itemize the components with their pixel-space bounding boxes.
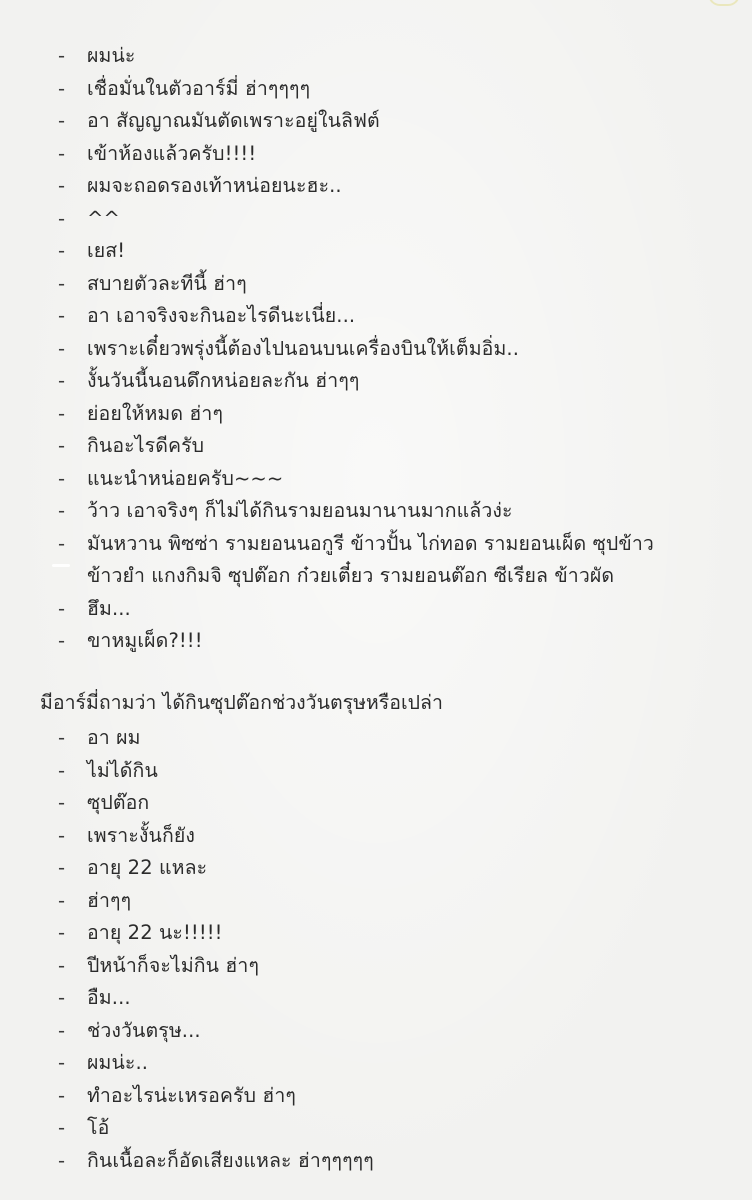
list-item (0, 593, 752, 626)
list-item-continuation (0, 560, 752, 593)
list-item-text: ^^ (87, 206, 120, 230)
list-item (0, 1015, 752, 1048)
list-item (0, 722, 752, 755)
bullet-dash: - (58, 921, 66, 944)
list-item (0, 852, 752, 885)
bullet-dash: - (58, 401, 66, 425)
list-item-text: โอ้ (87, 1116, 110, 1139)
list-item-text: งั้นวันนี้นอนดึกหน่อยละกัน ฮ่าๆๆ (87, 369, 360, 392)
list-item-text: อืม... (87, 986, 131, 1009)
list-item-text: เพราะงั้นก็ยัง (87, 823, 196, 847)
bullet-dash: - (58, 271, 66, 295)
list-item (0, 1047, 752, 1080)
bullet-dash: - (58, 1018, 66, 1042)
list-item-text: อา ผม (87, 726, 141, 749)
list-item (0, 917, 752, 950)
list-item-text: กินอะไรดีครับ (87, 434, 205, 457)
list-item (0, 982, 752, 1015)
list-item (0, 1112, 752, 1145)
list-item (0, 625, 752, 658)
list-item (0, 755, 752, 788)
list-item (0, 885, 752, 918)
list-item (0, 787, 752, 820)
list-item (0, 365, 752, 398)
list-item (0, 333, 752, 366)
bullet-dash: - (58, 1083, 66, 1107)
bullet-dash: - (58, 629, 66, 652)
list-item (0, 398, 752, 431)
bullet-dash: - (58, 369, 66, 392)
bullet-dash: - (58, 466, 66, 490)
list-item-text: ย่อยให้หมด ฮ่าๆ (87, 401, 224, 425)
list-item (0, 40, 752, 73)
bullet-dash: - (58, 791, 66, 814)
bullet-dash: - (58, 758, 66, 782)
list-item-text: อายุ 22 นะ!!!!! (87, 921, 223, 944)
list-item-text: ปีหน้าก็จะไม่กิน ฮ่าๆ (87, 953, 260, 977)
list-item (0, 495, 752, 528)
bullet-dash: - (58, 239, 66, 262)
list-item-text: ช่วงวันตรุษ... (87, 1018, 201, 1042)
list-item-text: ข้าวยำ แกงกิมจิ ซุปต๊อก ก๋วยเตี๋ยว รามยอนต๊อก ซีเรียล ข้าวผัด (87, 564, 615, 587)
list-item-text: ผมน่ะ (87, 44, 136, 67)
bullet-dash: - (58, 531, 66, 555)
list-item-text: อา สัญญาณมันตัดเพราะอยู่ในลิฟต์ (87, 109, 380, 132)
list-item (0, 203, 752, 236)
bullet-dash: - (58, 888, 66, 912)
bullet-dash: - (58, 1148, 66, 1172)
bullet-dash: - (58, 304, 66, 327)
list-item-text: เชื่อมั่นในตัวอาร์มี่ ฮ่าๆๆๆๆ (87, 76, 311, 100)
bullet-dash: - (58, 206, 66, 230)
bullet-dash: - (58, 1051, 66, 1074)
bullet-dash: - (58, 44, 66, 67)
bullet-dash: - (58, 336, 66, 360)
list-item-text: ทำอะไรน่ะเหรอครับ ฮ่าๆ (87, 1083, 296, 1107)
list-item (0, 300, 752, 333)
list-item (0, 1145, 752, 1178)
highlight-mark (52, 564, 70, 567)
bullet-dash: - (58, 596, 66, 620)
list-item-text: กินเนื้อละก็อัดเสียงแหละ ฮ่าๆๆๆๆๆ (87, 1148, 374, 1172)
list-item (0, 430, 752, 463)
corner-decoration (708, 0, 740, 6)
list-item-text: ฮ่าๆๆ (87, 888, 132, 912)
bullet-dash: - (58, 141, 66, 165)
list-item-text: ซุปต๊อก (87, 791, 150, 814)
list-item (0, 138, 752, 171)
bullet-dash: - (58, 726, 66, 749)
list-item-text: ไม่ได้กิน (87, 758, 158, 782)
section-heading: มีอาร์มี่ถามว่า ได้กินซุปต๊อกช่วงวันตรุษหรือเปล่า (40, 691, 443, 714)
list-item (0, 820, 752, 853)
list-item-text: มันหวาน พิซซ่า รามยอนนอกูรี ข้าวปั้น ไก่ทอด รามยอนเผ็ด ซุปข้าว (87, 531, 654, 555)
list-item (0, 73, 752, 106)
list-item-text: สบายตัวละทีนี้ ฮ่าๆ (87, 271, 247, 295)
list-item-text: อา เอาจริงจะกินอะไรดีนะเนี่ย... (87, 304, 356, 327)
list-item (0, 235, 752, 268)
bullet-dash: - (58, 434, 66, 457)
list-item-text: อายุ 22 แหละ (87, 856, 208, 879)
bullet-dash: - (58, 1116, 66, 1139)
bullet-dash: - (58, 953, 66, 977)
list-item-text: ผมน่ะ.. (87, 1051, 149, 1074)
list-item (0, 463, 752, 496)
bullet-dash: - (58, 109, 66, 132)
bullet-dash: - (58, 174, 66, 197)
list-item-text: เข้าห้องแล้วครับ!!!! (87, 141, 257, 165)
list-item-text: ผมจะถอดรองเท้าหน่อยนะฮะ.. (87, 174, 342, 197)
bullet-dash: - (58, 76, 66, 100)
list-item-text: แนะนำหน่อยครับ~~~ (87, 466, 284, 490)
list-item-text: ว้าว เอาจริงๆ ก็ไม่ได้กินรามยอนมานานมากแล้วง่ะ (87, 499, 513, 522)
transcript-list-2 (0, 722, 752, 1177)
list-item-text: เยส! (87, 239, 126, 262)
list-item (0, 170, 752, 203)
bullet-dash: - (58, 986, 66, 1009)
list-item (0, 1080, 752, 1113)
list-item (0, 528, 752, 561)
list-item-text: ขาหมูเผ็ด?!!! (87, 629, 203, 652)
list-item (0, 268, 752, 301)
transcript-list-1 (0, 40, 752, 658)
bullet-dash: - (58, 856, 66, 879)
bullet-dash: - (58, 499, 66, 522)
list-item-text: ฮึม... (87, 596, 131, 620)
list-item-text: เพราะเดี๋ยวพรุ่งนี้ต้องไปนอนบนเครื่องบินให้เต็มอิ่ม.. (87, 336, 520, 360)
list-item (0, 950, 752, 983)
list-item (0, 105, 752, 138)
bullet-dash: - (58, 823, 66, 847)
